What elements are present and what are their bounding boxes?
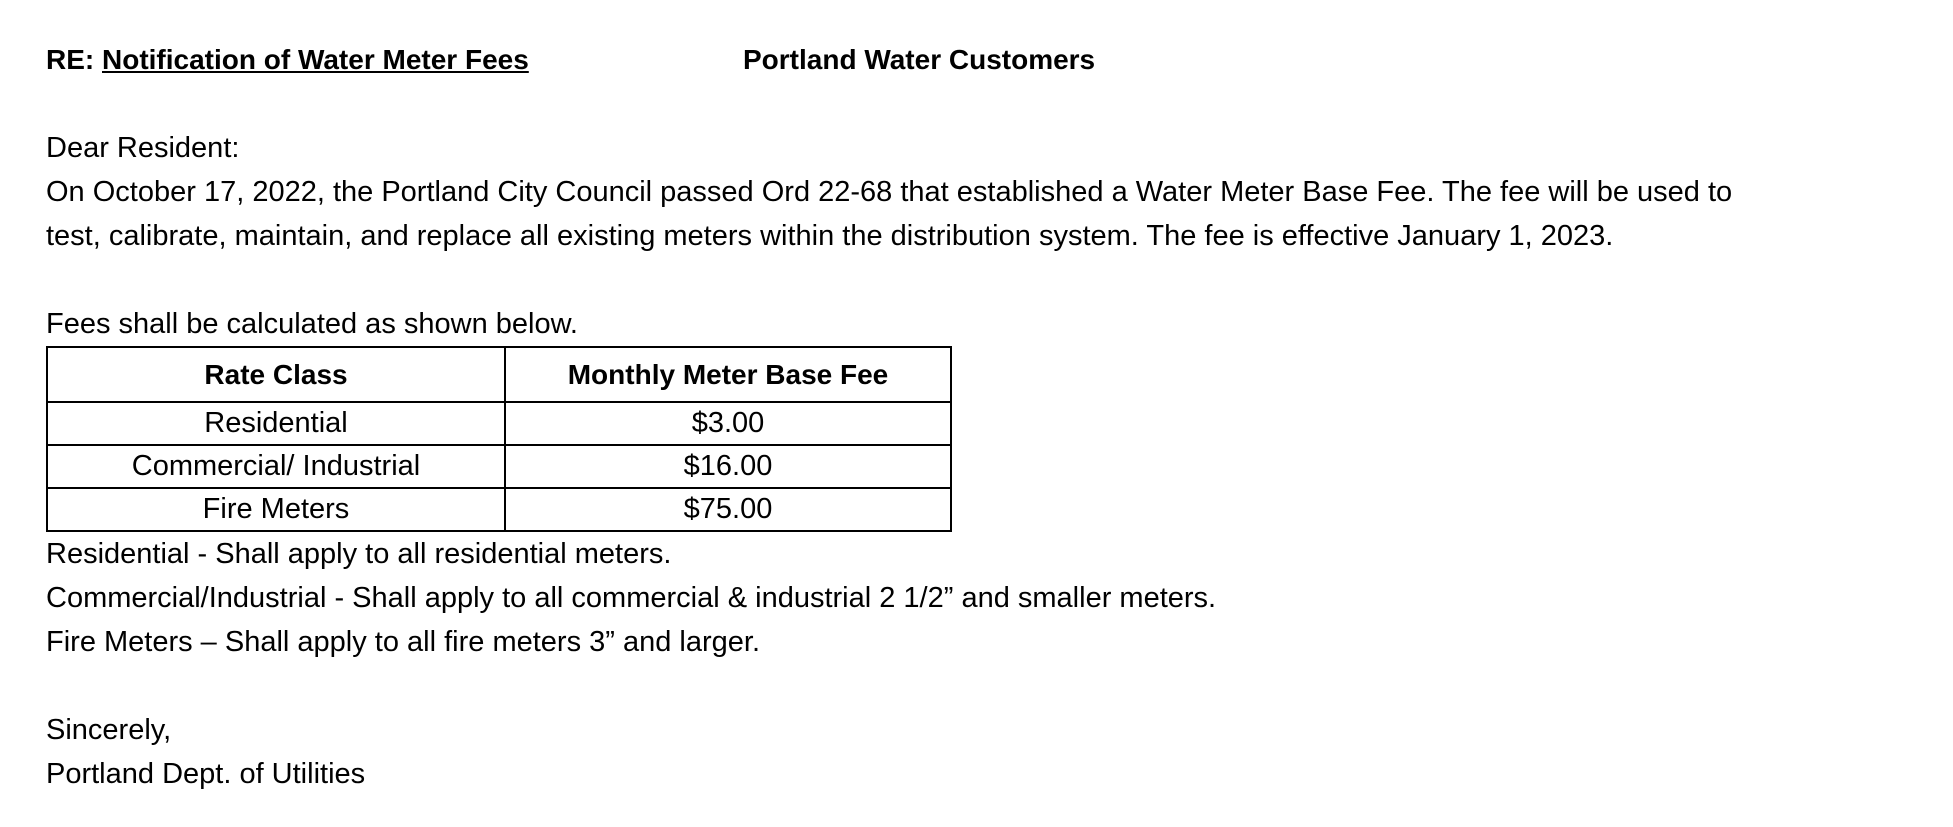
table-row bbox=[47, 488, 951, 531]
spacer bbox=[46, 664, 1926, 708]
table-row bbox=[47, 445, 951, 488]
fee-table bbox=[46, 346, 952, 532]
rate-class-cell: Fire Meters bbox=[47, 488, 505, 531]
fee-cell: $3.00 bbox=[505, 402, 951, 445]
closing: Sincerely, bbox=[46, 714, 172, 746]
spacer bbox=[46, 258, 1926, 302]
spacer bbox=[46, 82, 1926, 126]
rate-class-cell: Residential bbox=[47, 402, 505, 445]
table-header-row bbox=[47, 347, 951, 402]
rate-class-cell: Commercial/ Industrial bbox=[47, 445, 505, 488]
note-residential: Residential - Shall apply to all residential meters. bbox=[46, 538, 672, 570]
column-header-rate-class: Rate Class bbox=[47, 347, 505, 402]
signature: Portland Dept. of Utilities bbox=[46, 758, 366, 790]
audience-title: Portland Water Customers bbox=[743, 44, 1096, 75]
subject-prefix: RE: bbox=[46, 44, 102, 75]
letter-header bbox=[46, 38, 1926, 82]
greeting: Dear Resident: bbox=[46, 132, 240, 164]
note-fire-meters: Fire Meters – Shall apply to all fire meters 3” and larger. bbox=[46, 626, 761, 658]
subject-title: Notification of Water Meter Fees bbox=[102, 44, 529, 75]
fee-cell: $75.00 bbox=[505, 488, 951, 531]
note-commercial-industrial: Commercial/Industrial - Shall apply to all commercial & industrial 2 1/2” and smaller meters. bbox=[46, 582, 1217, 614]
table-row bbox=[47, 402, 951, 445]
letter bbox=[46, 38, 1926, 796]
table-intro: Fees shall be calculated as shown below. bbox=[46, 308, 578, 340]
intro-line-1: On October 17, 2022, the Portland City Council passed Ord 22-68 that established a Water Meter Base Fee. The fee will be used to bbox=[46, 176, 1733, 208]
fee-cell: $16.00 bbox=[505, 445, 951, 488]
intro-line-2: test, calibrate, maintain, and replace all existing meters within the distribution system. The fee is effective January 1, 2023. bbox=[46, 220, 1614, 252]
column-header-monthly-fee: Monthly Meter Base Fee bbox=[505, 347, 951, 402]
